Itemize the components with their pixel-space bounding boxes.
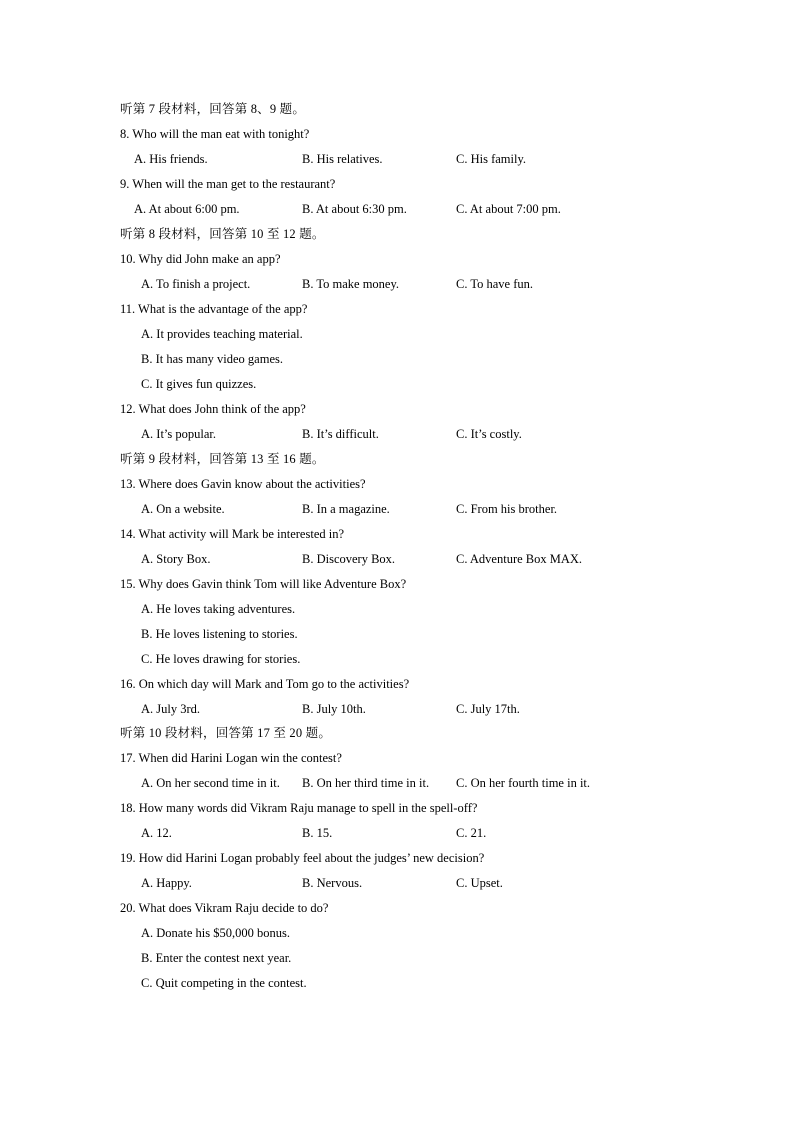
option-b: B. It has many video games.: [141, 352, 283, 366]
option-c: C. July 17th.: [456, 702, 520, 716]
option-a: A. It provides teaching material.: [141, 327, 303, 341]
option-b: B. 15.: [302, 826, 333, 840]
question-stem: 16. On which day will Mark and Tom go to the activities?: [120, 677, 410, 691]
option-b: B. Discovery Box.: [302, 552, 396, 566]
option-a: A. July 3rd.: [141, 702, 201, 716]
option-c: C. Adventure Box MAX.: [456, 552, 583, 566]
option-c: C. It gives fun quizzes.: [141, 377, 257, 391]
question-stem: 17. When did Harini Logan win the contest?: [120, 751, 342, 765]
question-stem: 10. Why did John make an app?: [120, 252, 281, 266]
question-stem: 15. Why does Gavin think Tom will like Adventure Box?: [120, 577, 407, 591]
option-a: A. 12.: [141, 826, 172, 840]
question-stem: 19. How did Harini Logan probably feel about the judges’ new decision?: [120, 851, 485, 865]
option-b: B. His relatives.: [302, 152, 383, 166]
question-stem: 9. When will the man get to the restaurant?: [120, 177, 336, 191]
option-c: C. To have fun.: [456, 277, 534, 291]
question-stem: 11. What is the advantage of the app?: [120, 302, 308, 316]
option-a: A. To finish a project.: [141, 277, 251, 291]
option-a: A. Happy.: [141, 876, 192, 890]
option-b: B. Enter the contest next year.: [141, 951, 292, 965]
section-heading: 听第 10 段材料，回答第 17 至 20 题。: [120, 726, 332, 740]
option-a: A. His friends.: [134, 152, 208, 166]
section-heading: 听第 8 段材料，回答第 10 至 12 题。: [120, 227, 325, 241]
option-c: C. His family.: [456, 152, 527, 166]
question-stem: 14. What activity will Mark be interested in?: [120, 527, 345, 541]
question-stem: 12. What does John think of the app?: [120, 402, 306, 416]
option-a: A. He loves taking adventures.: [141, 602, 296, 616]
option-a: A. At about 6:00 pm.: [134, 202, 240, 216]
question-stem: 18. How many words did Vikram Raju manage to spell in the spell-off?: [120, 801, 478, 815]
section-heading: 听第 9 段材料，回答第 13 至 16 题。: [120, 452, 325, 466]
option-a: A. Story Box.: [141, 552, 211, 566]
option-a: A. Donate his $50,000 bonus.: [141, 926, 290, 940]
option-b: B. On her third time in it.: [302, 776, 430, 790]
option-a: A. It’s popular.: [141, 427, 216, 441]
option-b: B. July 10th.: [302, 702, 366, 716]
option-b: B. It’s difficult.: [302, 427, 379, 441]
option-b: B. At about 6:30 pm.: [302, 202, 407, 216]
option-c: C. Quit competing in the contest.: [141, 976, 307, 990]
option-c: C. On her fourth time in it.: [456, 776, 591, 790]
option-c: C. From his brother.: [456, 502, 558, 516]
section-heading: 听第 7 段材料，回答第 8、9 题。: [120, 102, 306, 116]
option-b: B. He loves listening to stories.: [141, 627, 298, 641]
option-b: B. To make money.: [302, 277, 400, 291]
option-a: A. On a website.: [141, 502, 225, 516]
option-c: C. 21.: [456, 826, 487, 840]
option-c: C. He loves drawing for stories.: [141, 652, 301, 666]
option-c: C. Upset.: [456, 876, 503, 890]
option-b: B. Nervous.: [302, 876, 363, 890]
question-stem: 13. Where does Gavin know about the activities?: [120, 477, 366, 491]
option-b: B. In a magazine.: [302, 502, 390, 516]
option-c: C. At about 7:00 pm.: [456, 202, 561, 216]
option-c: C. It’s costly.: [456, 427, 522, 441]
question-stem: 20. What does Vikram Raju decide to do?: [120, 901, 329, 915]
question-stem: 8. Who will the man eat with tonight?: [120, 127, 310, 141]
option-a: A. On her second time in it.: [141, 776, 280, 790]
